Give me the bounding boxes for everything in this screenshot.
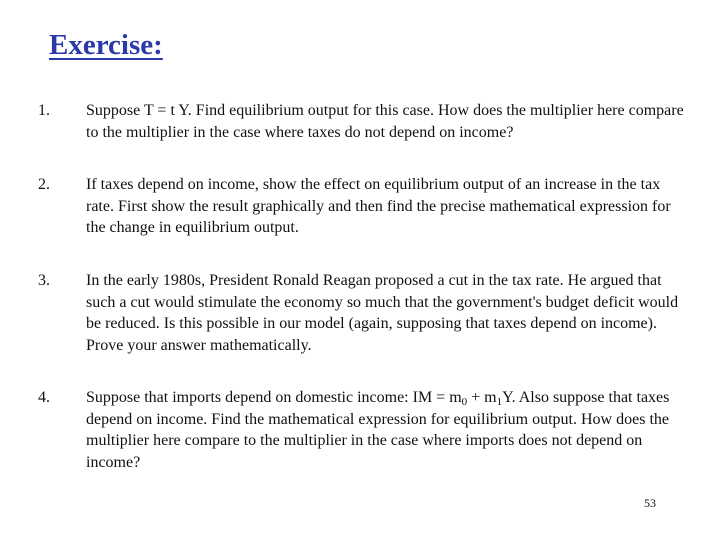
exercise-number: 2. bbox=[38, 176, 50, 193]
exercise-number: 3. bbox=[38, 272, 50, 289]
exercise-text bbox=[86, 387, 686, 473]
exercise-text-rest: Y. Also suppose that taxes depend on income. Find the mathematical expression for equilibrium output. How does the multiplier here compare to the multiplier in the case where imports does not depend on income? bbox=[86, 389, 670, 471]
exercise-number: 4. bbox=[38, 389, 50, 406]
exercise-number: 1. bbox=[38, 102, 50, 119]
subscript-one: 1 bbox=[496, 396, 503, 408]
exercise-text: In the early 1980s, President Ronald Reagan proposed a cut in the tax rate. He argued that such a cut would stimulate the economy so much that the government's budget deficit would be reduced. Is this possible in our model (again, supposing that taxes depend on income). Prove your answer mathematically. bbox=[86, 272, 679, 354]
subscript-zero: 0 bbox=[461, 396, 468, 408]
exercise-text-intro: Suppose that imports depend on domestic income: IM = m bbox=[86, 389, 462, 406]
exercise-text: Suppose T = t Y. Find equilibrium output for this case. How does the multiplier here compare to the multiplier in the case where taxes do not depend on income? bbox=[86, 102, 684, 141]
slide-title: Exercise: bbox=[49, 29, 163, 61]
page-number: 53 bbox=[644, 496, 656, 510]
exercise-text-mid: + m bbox=[467, 389, 497, 406]
exercise-text: If taxes depend on income, show the effect on equilibrium output of an increase in the tax rate. First show the result graphically and then find the precise mathematical expression for the change in equilibrium output. bbox=[86, 176, 671, 236]
